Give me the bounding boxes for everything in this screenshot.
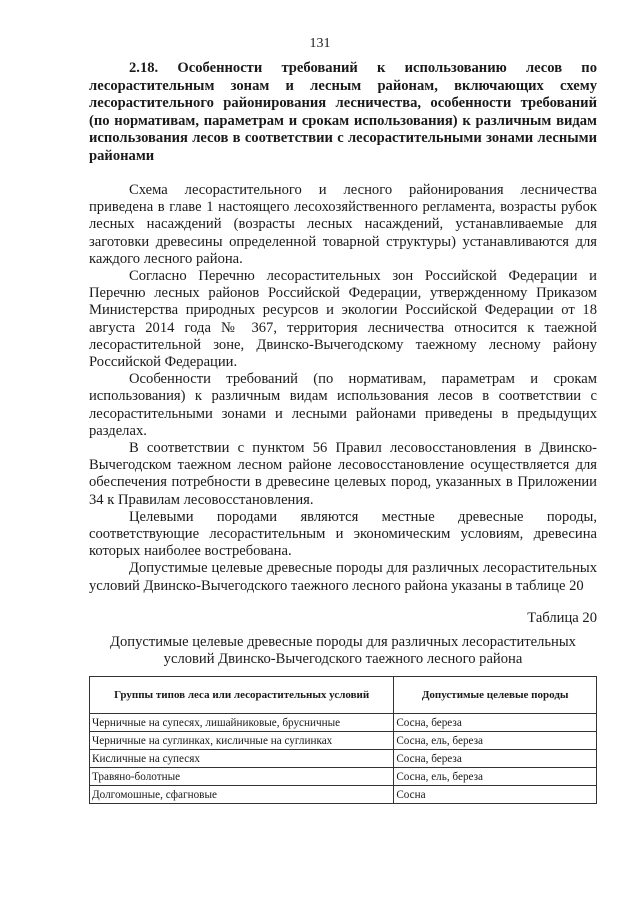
table-number: Таблица 20 [527, 610, 597, 626]
table-cell: Черничные на суглинках, кисличные на суглинках [90, 732, 394, 750]
paragraph: Согласно Перечню лесорастительных зон Российской Федерации и Перечню лесных районов Российской Федерации, утвержденному Приказом Министерства природных ресурсов и экологии Российской Федерации от 18 августа 2014 года № 367, территория лесничества относится к таежной лесорастительной зоне, Двинско-Вычегодскому таежному лесному району Российской Федерации. [89, 268, 597, 371]
table-cell: Сосна [394, 786, 597, 804]
table-cell: Сосна, ель, береза [394, 768, 597, 786]
table-cell: Долгомошные, сфагновые [90, 786, 394, 804]
table-row [90, 768, 597, 786]
table-cell: Сосна, береза [394, 714, 597, 732]
table-cell: Травяно-болотные [90, 768, 394, 786]
page-number: 131 [309, 36, 331, 51]
table-row [90, 786, 597, 804]
paragraph: Допустимые целевые древесные породы для различных лесорастительных условий Двинско-Вычегодского таежного лесного района указаны в таблице 20 [89, 560, 597, 594]
body-text [89, 182, 597, 595]
table-cell: Сосна, ель, береза [394, 732, 597, 750]
table-cell: Кисличные на супесях [90, 750, 394, 768]
table-cell: Сосна, береза [394, 750, 597, 768]
table-row [90, 750, 597, 768]
paragraph: Схема лесорастительного и лесного районирования лесничества приведена в главе 1 настоящего лесохозяйственного регламента, возрасты рубок лесных насаждений (возрасты лесных насаждений, устанавливаемые для заготовки древесины определенной товарной структуры) устанавливаются для каждого лесного района. [89, 182, 597, 267]
table-header-cell: Допустимые целевые породы [394, 677, 597, 714]
table-caption: Допустимые целевые древесные породы для различных лесорастительных условий Двинско-Вычегодского таежного лесного района [110, 634, 576, 668]
table-header-cell: Группы типов леса или лесорастительных условий [90, 677, 394, 714]
paragraph: Целевыми породами являются местные древесные породы, соответствующие лесорастительным и экономическим условиям, древесина которых наиболее востребована. [89, 508, 597, 560]
section-heading: 2.18. Особенности требований к использованию лесов по лесорастительным зонам и лесным районам, включающих схему лесорастительного районирования лесничества, особенности требований (по нормативам, параметрам и срокам использования) к различным видам использования лесов в соответствии с лесорастительными зонами лесными районами [89, 60, 597, 164]
table-row [90, 714, 597, 732]
table-header-row [90, 677, 597, 714]
target-species-table [89, 676, 597, 804]
table-row [90, 732, 597, 750]
paragraph: В соответствии с пунктом 56 Правил лесовосстановления в Двинско-Вычегодском таежном лесном районе лесовосстановление осуществляется для обеспечения потребности в древесине целевых пород, указанных в Приложении 34 к Правилам лесовосстановления. [89, 440, 597, 508]
table-cell: Черничные на супесях, лишайниковые, брусничные [90, 714, 394, 732]
paragraph: Особенности требований (по нормативам, параметрам и срокам использования) к различным видам использования лесов в соответствии с лесорастительными зонами и лесными районами приведены в предыдущих разделах. [89, 371, 597, 439]
